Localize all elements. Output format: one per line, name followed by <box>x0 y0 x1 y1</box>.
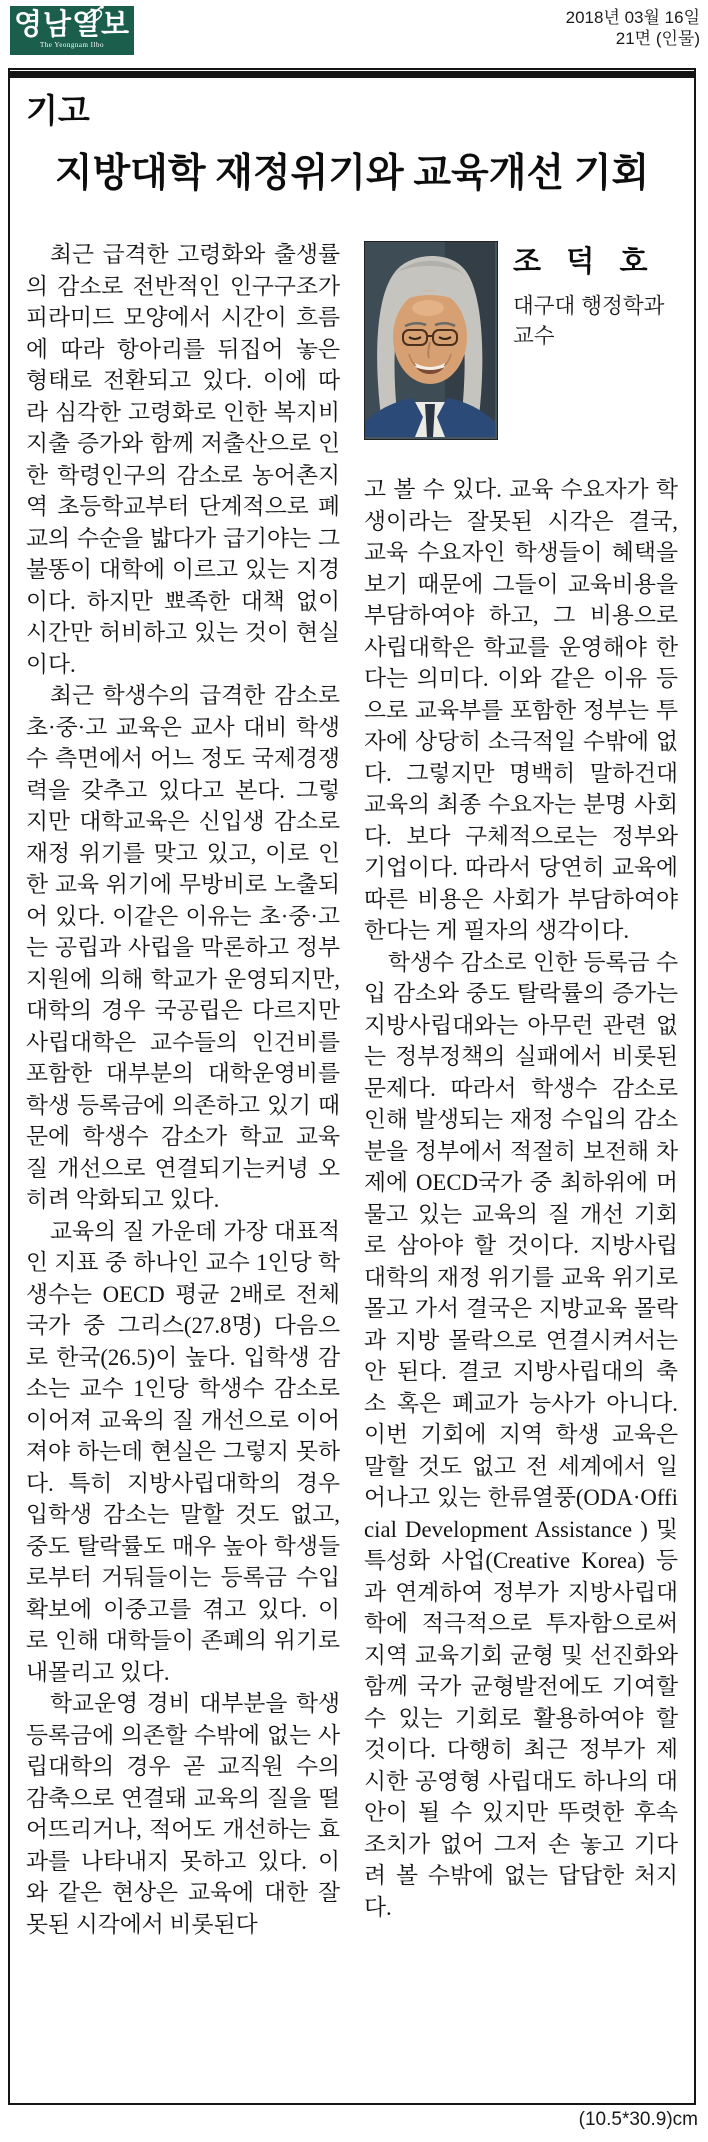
author-position: 교수 <box>513 324 555 348</box>
author-affiliation-line: 대구대 행정학과 <box>513 294 665 318</box>
satellite-icon <box>80 4 106 29</box>
paragraph: 교육의 질 가운데 가장 대표적인 지표 중 하나인 교수 1인당 학생수는 OECD 평균 2배로 전체 국가 중 그리스(27.8명) 다음으로 한국(26.5)이 높다. 입학생 감소는 교수 1인당 학생수 감소로 이어져 교육의 질 개선으로 이어져야 하는데 현실은 그렇지 못하다. 특히 지방사립대학의 경우 입학생 감소는 말할 것도 없고, 중도 탈락률도 매우 높아 학생들로부터 거둬들이는 등록금 수입 확보에 이중고를 겪고 있다. 이로 인해 대학들이 존폐의 위기로 내몰리고 있다. <box>26 1218 340 1685</box>
paragraph: 학생수 감소로 인한 등록금 수입 감소와 중도 탈락률의 증가는 지방사립대와는 아무런 관련 없는 정부정책의 실패에서 비롯된 문제다. 따라서 학생수 감소로 인해 발생되는 재정 수입의 감소분을 정부에서 적절히 보전해 차제에 OECD국가 중 최하위에 머물고 있는 교육의 질 개선 기회로 삼아야 할 것이다. 지방사립대학의 재정 위기를 교육 위기로 몰고 가서 결국은 지방교육 몰락과 지방 몰락으로 연결시켜서는 안 된다. 결코 지방사립대의 축소 혹은 폐교가 능사가 아니다. 이번 기회에 지역 학생 교육은 말할 것도 없고 전 세계에서 일어나고 있는 한류열풍(ODA·Official Development Assistance ) 및 특성화 사업(Creative Korea) 등과 연계하여 정부가 지방사립대학에 적극적으로 투자함으로써 지역 교육기회 균형 및 선진화와 함께 국가 균형발전에도 기여할 수 있는 기회로 활용하여야 할 것이다. 다행히 최근 정부가 제시한 공영형 사립대도 하나의 대안이 될 수 있지만 뚜렷한 후속조치가 없어 그저 손 놓고 기다려 볼 수밖에 없는 답답한 처지다. <box>364 949 678 1920</box>
page-info: 21면 (인물) <box>615 29 700 48</box>
section-label: 기고 <box>26 92 90 129</box>
date-block <box>566 6 700 49</box>
paragraph: 최근 학생수의 급격한 감소로 초·중·고 교육은 교사 대비 학생 수 측면에서 어느 정도 국제경쟁력을 갖추고 있다고 본다. 그렇지만 대학교육은 신입생 감소로 재정 위기를 맞고 있고, 이로 인한 교육 위기에 무방비로 노출되어 있다. 이같은 이유는 초·중·고는 공립과 사립을 막론하고 정부지원에 의해 학교가 운영되지만, 대학의 경우 국공립은 다르지만 사립대학은 교수들의 인건비를 포함한 대부분의 대학운영비를 학생 등록금에 의존하고 있기 때문에 학생수 감소가 학교 교육 질 개선으로 연결되기는커녕 오히려 악화되고 있다. <box>26 683 340 1212</box>
author-name: 조 덕 호 <box>513 246 657 278</box>
article-title: 지방대학 재정위기와 교육개선 기회 <box>54 152 650 195</box>
paragraph: 최근 급격한 고령화와 출생률의 감소로 전반적인 인구구조가 피라미드 모양에서 시간이 흐름에 따라 항아리를 뒤집어 놓은 형태로 전환되고 있다. 이에 따라 심각한 고령화로 인한 복지비 지출 증가와 함께 저출산으로 인한 학령인구의 감소로 농어촌지역 초등학교부터 단계적으로 폐교의 수순을 밟다가 급기야는 그 불똥이 대학에 이르고 있는 지경이다. 하지만 뾰족한 대책 없이 시간만 허비하고 있는 것이 현실이다. <box>26 242 340 677</box>
column-left <box>26 239 340 1940</box>
newspaper-logo-title: 영남일보 <box>13 9 131 41</box>
page-header <box>10 6 700 55</box>
publication-date: 2018년 03월 16일 <box>565 8 700 27</box>
paragraph: 고 볼 수 있다. 교육 수요자가 학생이라는 잘못된 시각은 결국, 교육 수요자인 학생들이 혜택을 보기 때문에 그들이 교육비용을 부담하여야 하고, 그 비용으로 사립대학은 학교를 운영해야 한다는 의미다. 이와 같은 이유 등으로 교육부를 포함한 정부는 투자에 상당히 소극적일 수밖에 없다. 그렇지만 명백히 말하건대 교육의 최종 수요자는 분명 사회다. 보다 구체적으로는 정부와 기업이다. 따라서 당연히 교육에 따른 비용은 사회가 부담하여야 한다는 게 필자의 생각이다. <box>364 477 678 943</box>
author-block <box>364 241 678 440</box>
newspaper-logo-subtitle: The Yeongnam Ilbo <box>40 41 104 49</box>
author-photo <box>364 241 498 440</box>
paragraph: 학교운영 경비 대부분을 학생 등록금에 의존할 수밖에 없는 사립대학의 경우 곧 교직원 수의 감축으로 연결돼 교육의 질을 떨어뜨리거나, 적어도 개선하는 효과를 나타내지 못하고 있다. 이와 같은 현상은 교육에 대한 잘못된 시각에서 비롯된다 <box>26 1691 340 1937</box>
author-info <box>513 241 664 440</box>
column-right <box>364 239 678 1940</box>
top-rule <box>10 71 694 78</box>
article-box <box>8 68 696 2105</box>
article-body <box>10 239 694 1940</box>
author-affiliation <box>513 291 664 351</box>
newspaper-logo <box>10 6 134 55</box>
size-note: (10.5*30.9)cm <box>578 2109 698 2130</box>
